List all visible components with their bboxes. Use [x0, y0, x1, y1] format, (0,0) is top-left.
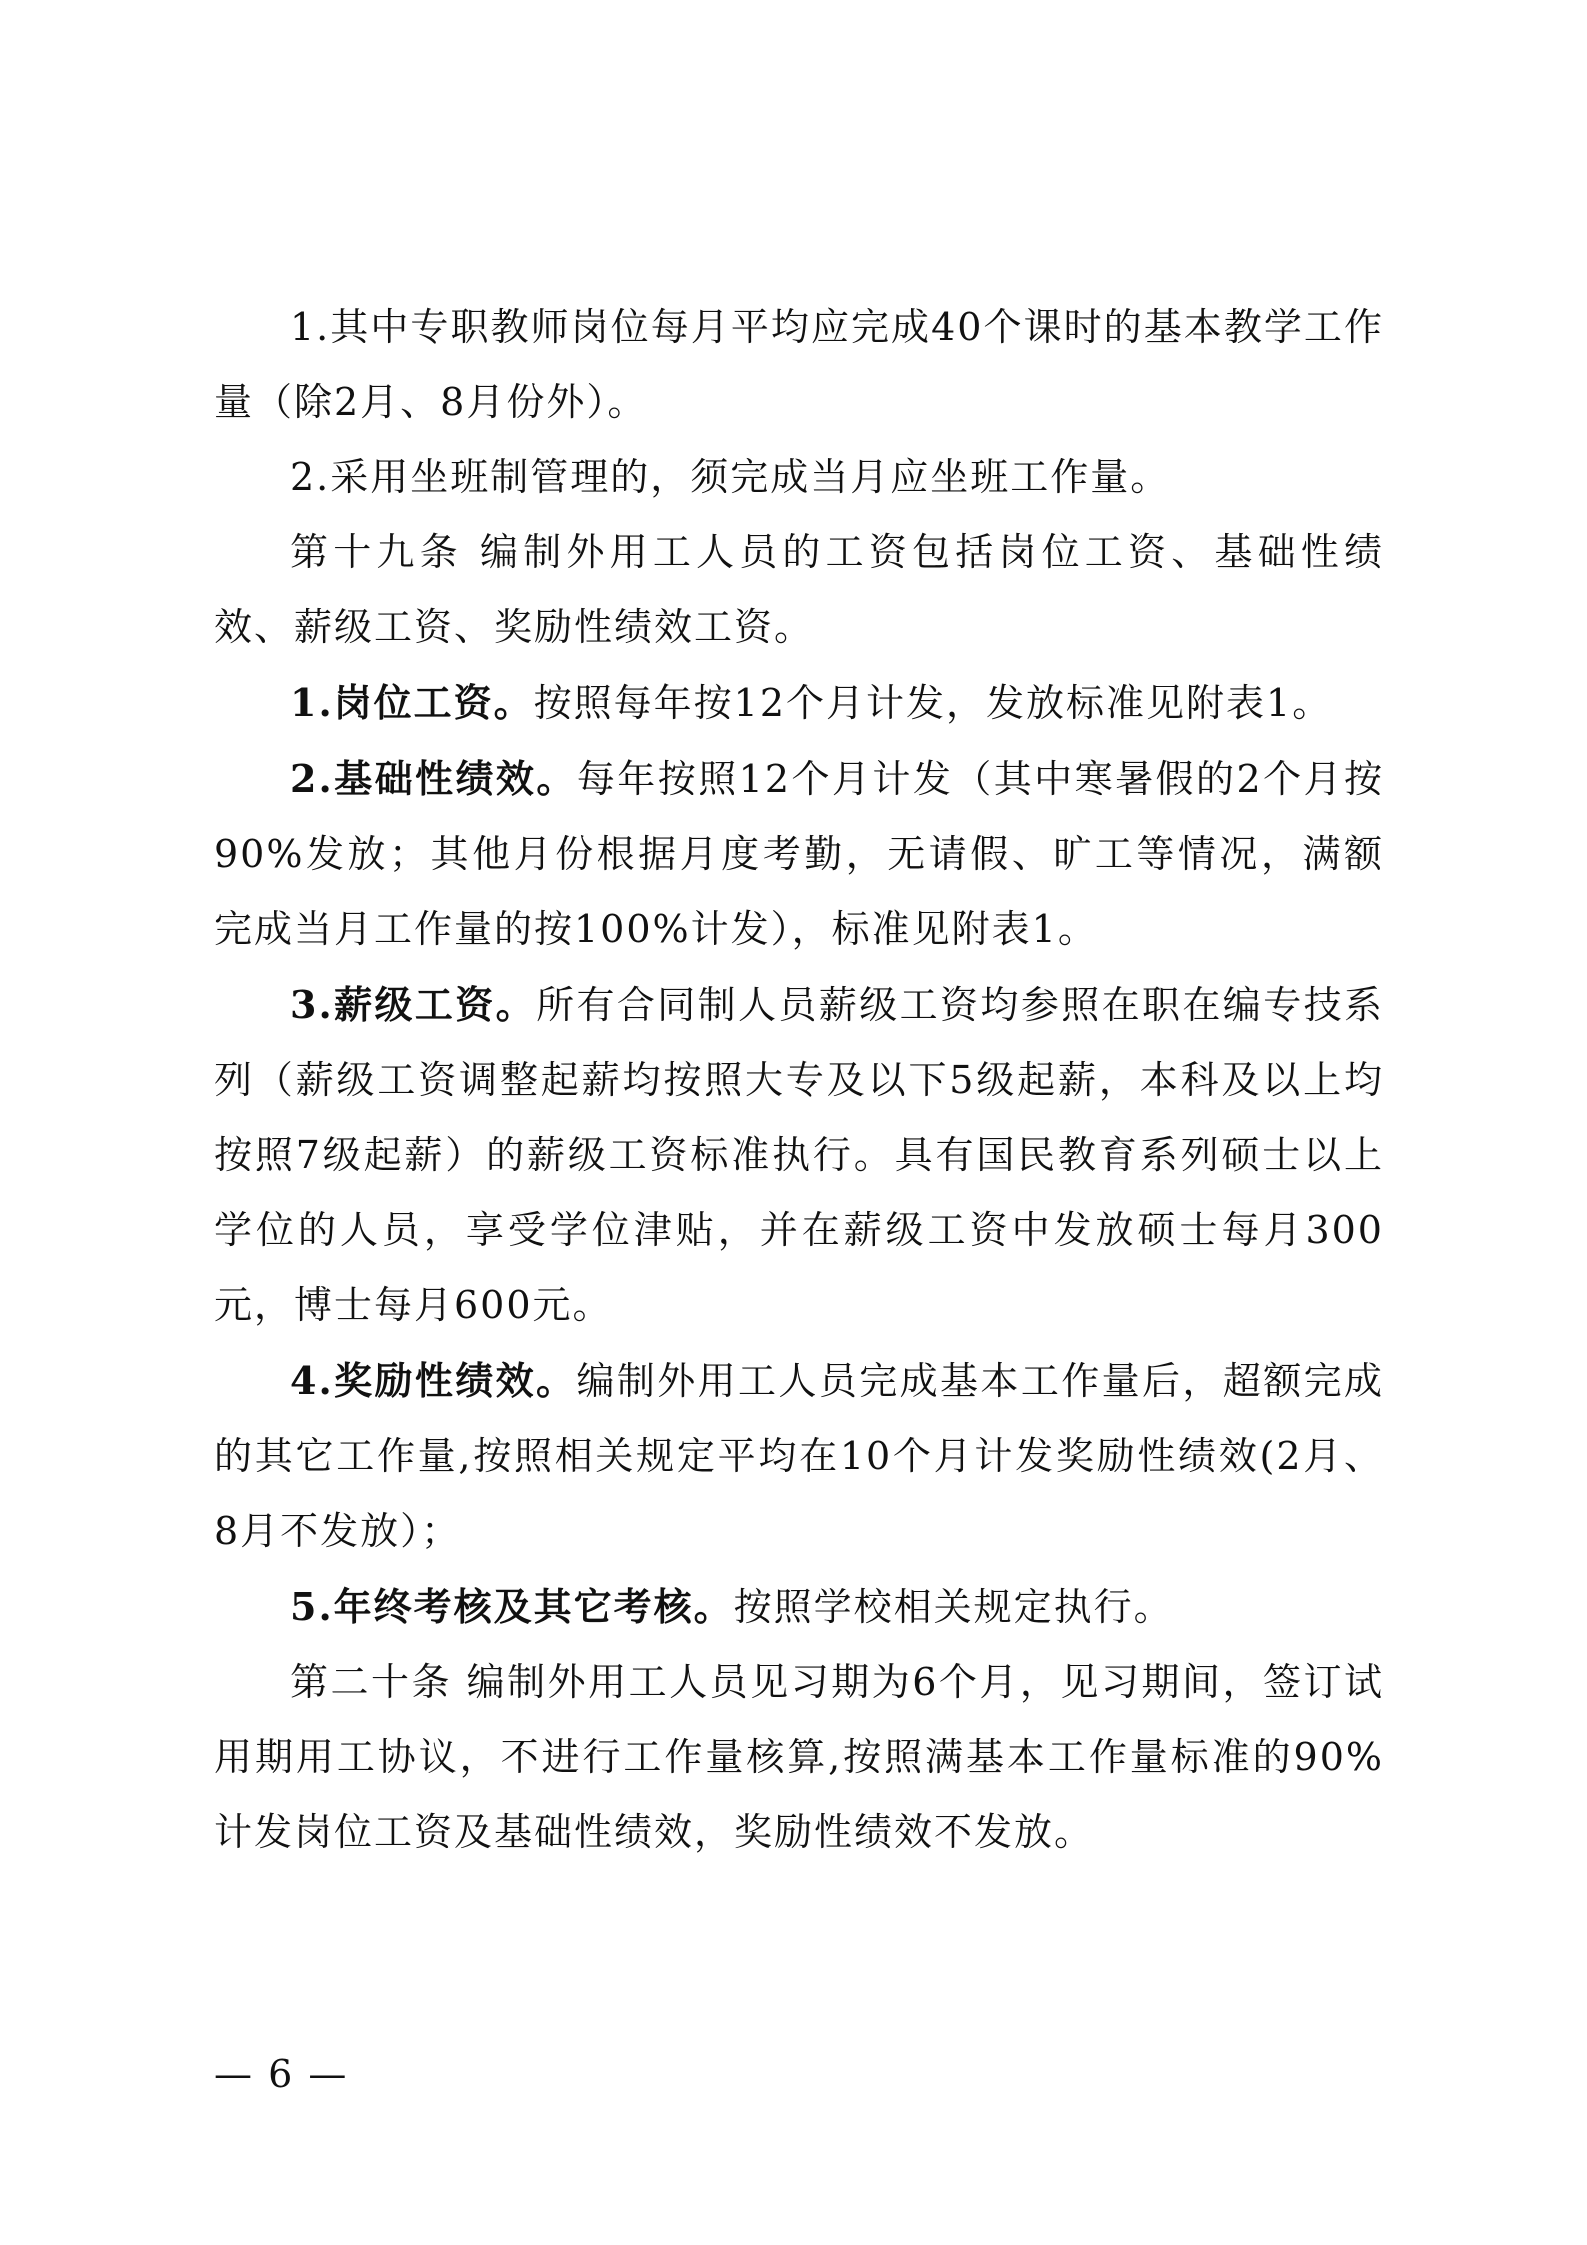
paragraph-heading: 4.奖励性绩效。: [290, 1358, 577, 1403]
paragraph-heading: 2.基础性绩效。: [290, 756, 577, 801]
paragraph-text: 1.其中专职教师岗位每月平均应完成40个课时的基本教学工作量（除2月、8月份外）。: [214, 305, 1384, 424]
paragraph-text: 2.采用坐班制管理的，须完成当月应坐班工作量。: [290, 455, 1171, 499]
paragraph-text: 第十九条 编制外用工人员的工资包括岗位工资、基础性绩效、薪级工资、奖励性绩效工资。: [214, 530, 1384, 649]
paragraph-text: 每年按照12个月计发（其中寒暑假的2个月按90%发放；其他月份根据月度考勤，无请假、旷工等情况，满额完成当月工作量的按100%计发），标准见附表1。: [214, 757, 1384, 951]
paragraph-basic-performance: [214, 741, 1384, 967]
paragraph-text: 所有合同制人员薪级工资均参照在职在编专技系列（薪级工资调整起薪均按照大专及以下5级起薪，本科及以上均按照7级起薪）的薪级工资标准执行。具有国民教育系列硕士以上学位的人员，享受学位津贴，并在薪级工资中发放硕士每月300元，博士每月600元。: [214, 983, 1384, 1327]
paragraph-article-19: [214, 515, 1384, 665]
page-number: — 6 —: [214, 2052, 349, 2096]
paragraph-heading: 1.岗位工资。: [290, 680, 534, 725]
paragraph-item-1-workload: [214, 290, 1384, 440]
paragraph-post-salary: [214, 665, 1384, 741]
paragraph-text: 按照学校相关规定执行。: [733, 1585, 1174, 1629]
paragraph-article-20: [214, 1645, 1384, 1870]
paragraph-annual-assessment: [214, 1569, 1384, 1645]
paragraph-text: 编制外用工人员完成基本工作量后，超额完成的其它工作量,按照相关规定平均在10个月计发奖励性绩效(2月、8月不发放）；: [214, 1359, 1384, 1553]
paragraph-heading: 5.年终考核及其它考核。: [290, 1584, 734, 1629]
paragraph-text: 第二十条 编制外用工人员见习期为6个月，见习期间，签订试用期用工协议，不进行工作量核算,按照满基本工作量标准的90%计发岗位工资及基础性绩效，奖励性绩效不发放。: [214, 1660, 1384, 1854]
paragraph-incentive-performance: [214, 1343, 1384, 1569]
paragraph-grade-salary: [214, 967, 1384, 1343]
paragraph-text: 按照每年按12个月计发，发放标准见附表1。: [533, 681, 1333, 725]
document-body: [214, 290, 1384, 1870]
paragraph-item-2-office-hours: [214, 440, 1384, 515]
paragraph-heading: 3.薪级工资。: [290, 982, 537, 1027]
